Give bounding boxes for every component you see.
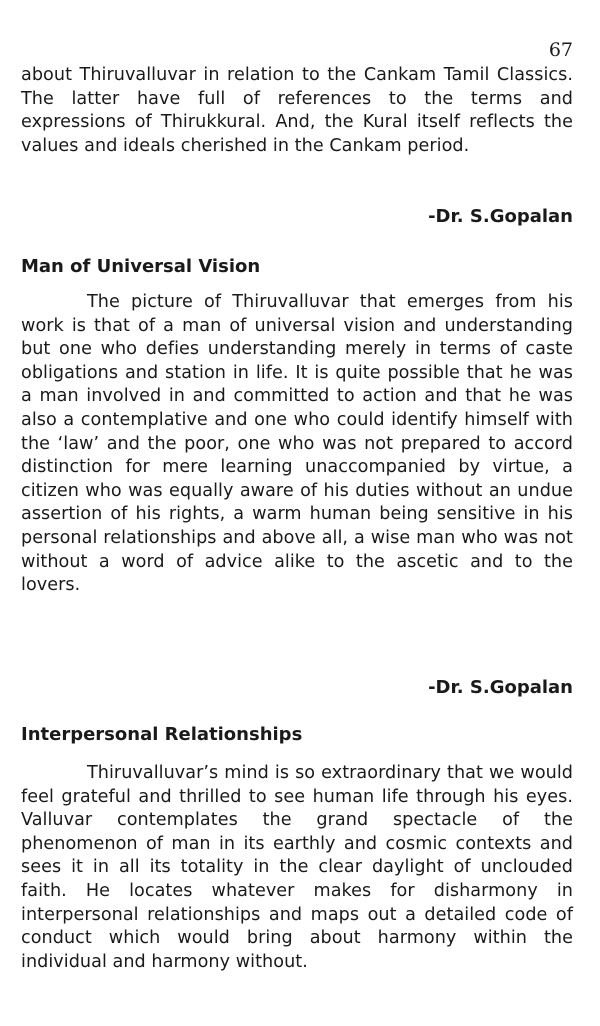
section1-paragraph: The picture of Thiruvalluvar that emerges from his work is that of a man of universal vision and understanding but one who defies understanding merely in terms of caste obligations and station in life. It is quite possible that he was a man involved in and committed to action and that he was also a contemplative and one who could identify himself with the ‘law’ and the poor, one who was not prepared to accord distinction for mere learning unaccompanied by virtue, a citizen who was equally aware of his duties without an undue assertion of his rights, a warm human being sensitive in his personal relationships and above all, a wise man who was not without a word of advice alike to the ascetic and to the lovers. bbox=[21, 292, 573, 596]
section-heading-universal-vision: Man of Universal Vision bbox=[21, 256, 261, 277]
intro-attribution: -Dr. S.Gopalan bbox=[428, 206, 573, 227]
section2-paragraph: Thiruvalluvar’s mind is so extraordinary that we would feel grateful and thrilled to see human life through his eyes. Valluvar contemplates the grand spectacle of the phenomenon of man in its earthly and cosmic contexts and sees it in all its totality in the clear daylight of unclouded faith. He locates whatever makes for disharmony in interpersonal relationships and maps out a detailed code of conduct which would bring about harmony within the individual and harmony without. bbox=[21, 763, 573, 972]
section2-heading-block bbox=[21, 723, 573, 747]
intro-paragraph: about Thiruvalluvar in relation to the Cankam Tamil Classics. The latter have full of references to the terms and expressions of Thirukkural. And, the Kural itself reflects the values and ideals cherished in the Cankam period. bbox=[21, 65, 573, 156]
section1-heading-block bbox=[21, 255, 573, 279]
section1-attribution-block bbox=[21, 676, 573, 700]
section1-attribution: -Dr. S.Gopalan bbox=[428, 677, 573, 698]
section-heading-interpersonal: Interpersonal Relationships bbox=[21, 724, 303, 745]
section1-body-block bbox=[21, 291, 573, 598]
intro-block bbox=[21, 64, 573, 158]
page-number: 67 bbox=[548, 39, 573, 61]
section2-body-block bbox=[21, 762, 573, 974]
intro-attribution-block bbox=[21, 205, 573, 229]
